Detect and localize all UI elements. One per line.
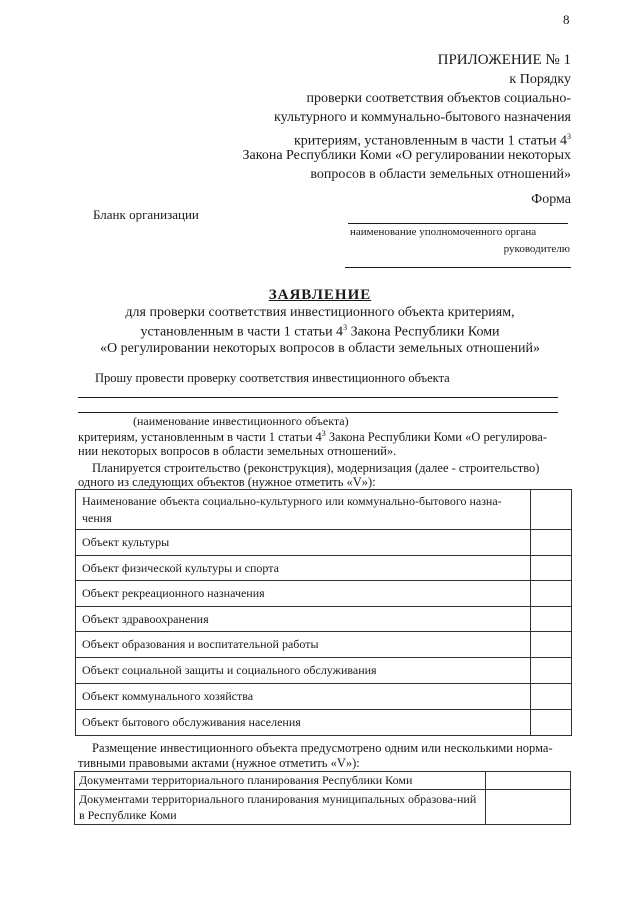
checkbox-cell[interactable] <box>531 684 572 710</box>
checkbox-cell[interactable] <box>485 790 570 825</box>
recipient-caption: наименование уполномоченного органа <box>350 226 537 238</box>
table-row <box>76 490 572 530</box>
head-caption: руководителю <box>503 243 570 255</box>
page-number: 8 <box>563 12 570 27</box>
object-type-cell: Объект культуры <box>76 530 531 556</box>
table-row <box>76 710 572 736</box>
document-subtitle-line: «О регулировании некоторых вопросов в области земельных отношений» <box>99 341 541 356</box>
table-row <box>76 658 572 684</box>
document-type-cell: Документами территориального планирования муниципальных образова-ний в Республике Коми <box>75 790 486 825</box>
object-type-cell: Объект здравоохранения <box>76 607 531 632</box>
head-name-line <box>345 267 571 268</box>
objects-table <box>75 489 572 736</box>
criteria-text-line: критериям, установленным в части 1 статьи $4^3$ Закона Республики Коми «О регулирова- <box>78 429 547 445</box>
table-row <box>76 530 572 556</box>
appendix-line: проверки соответствия объектов социально- <box>306 91 571 106</box>
object-type-cell: Объект бытового обслуживания населения <box>76 710 531 736</box>
checkbox-cell[interactable] <box>531 658 572 684</box>
request-text: Прошу провести проверку соответствия инвестиционного объекта <box>95 371 450 385</box>
table-row <box>76 632 572 658</box>
criteria-text-line: нии некоторых вопросов в области земельных отношений». <box>78 444 397 458</box>
checkbox-cell[interactable] <box>531 530 572 556</box>
table-row <box>76 581 572 607</box>
table-row <box>76 556 572 581</box>
appendix-line: критериям, установленным в части 1 статьи $4^3$ <box>293 132 571 149</box>
placement-text-line: тивными правовыми актами (нужное отметить «V»): <box>78 756 360 770</box>
table-row <box>75 790 571 825</box>
checkbox-cell[interactable] <box>531 632 572 658</box>
table-row <box>76 684 572 710</box>
document-title: ЗАЯВЛЕНИЕ <box>268 287 372 303</box>
checkbox-cell[interactable] <box>531 607 572 632</box>
checkbox-cell[interactable] <box>531 710 572 736</box>
recipient-line <box>348 223 568 224</box>
appendix-line: к Порядку <box>509 72 571 87</box>
object-type-cell: Объект социальной защиты и социального обслуживания <box>76 658 531 684</box>
table-row <box>75 772 571 790</box>
appendix-title: ПРИЛОЖЕНИЕ № 1 <box>437 52 571 68</box>
checkbox-cell[interactable] <box>531 581 572 607</box>
object-name-line <box>78 397 558 398</box>
planned-text-line: Планируется строительство (реконструкция), модернизация (далее - строительство) <box>92 461 540 475</box>
table-row <box>76 607 572 632</box>
object-name-line <box>78 412 558 413</box>
appendix-line: культурного и коммунально-бытового назначения <box>274 110 571 125</box>
document-subtitle-line: для проверки соответствия инвестиционного объекта критериям, <box>125 305 515 320</box>
object-type-cell: Наименование объекта социально-культурного или коммунально-бытового назна-чения <box>76 490 531 530</box>
checkbox-cell[interactable] <box>531 556 572 581</box>
appendix-line: Закона Республики Коми «О регулировании некоторых <box>242 148 571 163</box>
object-caption: (наименование инвестиционного объекта) <box>133 414 349 428</box>
object-type-cell: Объект рекреационного назначения <box>76 581 531 607</box>
documents-table <box>74 771 571 825</box>
document-type-cell: Документами территориального планирования Республики Коми <box>75 772 486 790</box>
form-label: Форма <box>531 192 571 207</box>
object-type-cell: Объект образования и воспитательной работы <box>76 632 531 658</box>
object-type-cell: Объект физической культуры и спорта <box>76 556 531 581</box>
planned-text-line: одного из следующих объектов (нужное отметить «V»): <box>78 475 376 489</box>
document-subtitle-line: установленным в части 1 статьи $4^3$ Закона Республики Коми <box>140 323 500 340</box>
org-blank-label: Бланк организации <box>93 207 199 222</box>
placement-text-line: Размещение инвестиционного объекта предусмотрено одним или несколькими норма- <box>92 741 553 755</box>
checkbox-cell[interactable] <box>485 772 570 790</box>
appendix-line: вопросов в области земельных отношений» <box>310 167 571 182</box>
object-type-cell: Объект коммунального хозяйства <box>76 684 531 710</box>
checkbox-cell[interactable] <box>531 490 572 530</box>
